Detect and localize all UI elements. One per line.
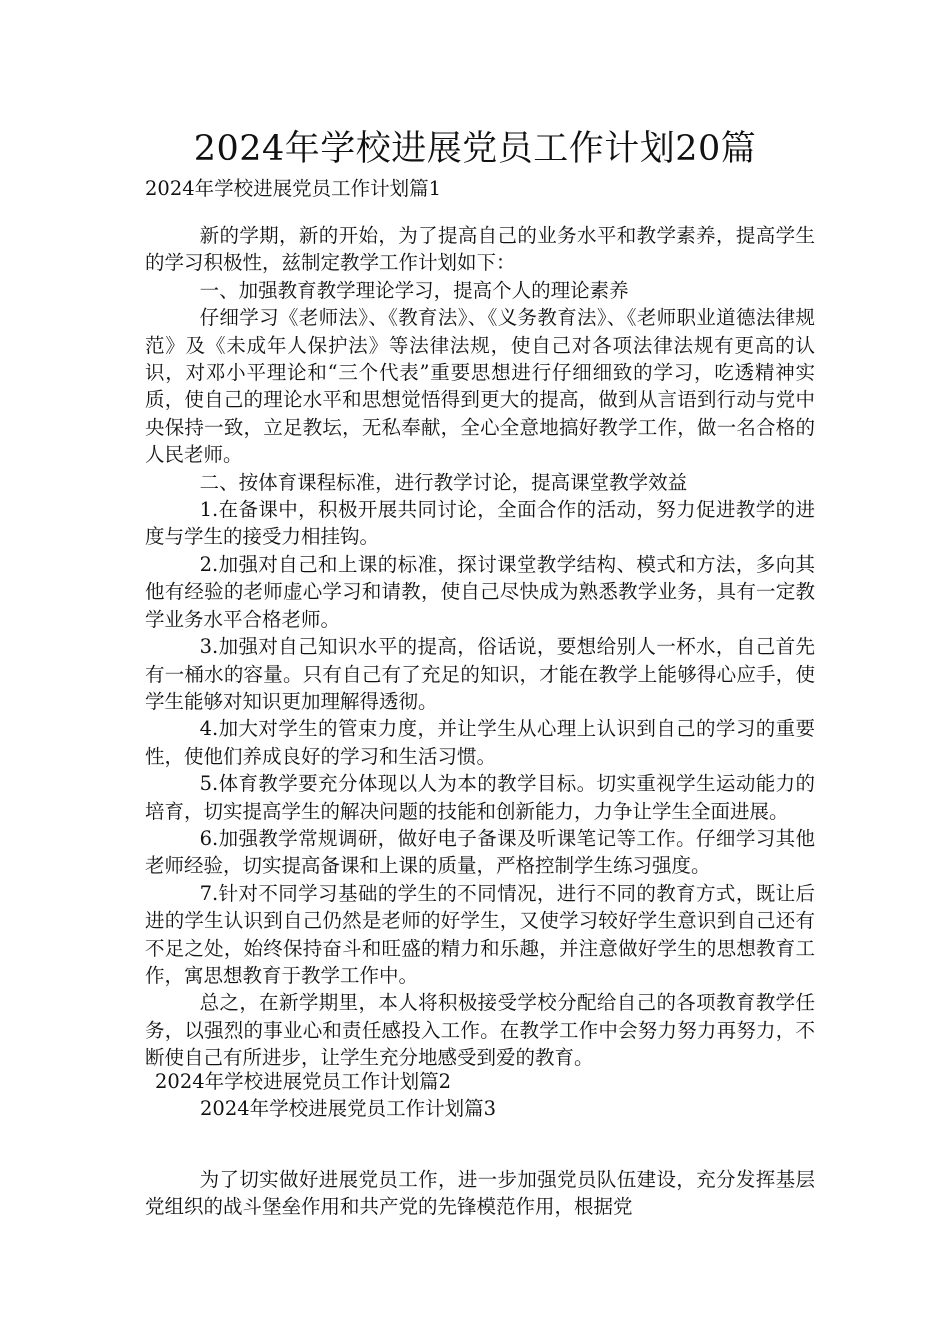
paragraph-item-5: 5.体育教学要充分体现以人为本的教学目标。切实重视学生运动能力的培育，切实提高学生的解决问题的技能和创新能力，力争让学生全面进展。 bbox=[145, 772, 815, 823]
paragraph-item-6: 6.加强教学常规调研，做好电子备课及听课笔记等工作。仔细学习其他老师经验，切实提高备课和上课的质量，严格控制学生练习强度。 bbox=[145, 826, 815, 878]
paragraph-heading-1: 一、加强教育教学理论学习，提高个人的理论素养 bbox=[199, 278, 629, 302]
paragraph-item-2: 2.加强对自己和上课的标准，探讨课堂教学结构、模式和方法，多向其他有经验的老师虚心学习和请教，使自己尽快成为熟悉教学业务，具有一定教学业务水平合格老师。 bbox=[145, 552, 815, 631]
section-3-body bbox=[145, 1166, 815, 1221]
paragraph-theory-study: 仔细学习《老师法》、《教育法》、《义务教育法》、《老师职业道德法律规范》及《未成年人保护法》等法律法规，使自己对各项法律法规有更高的认识，对邓小平理论和“三个代表”重要思想进行仔细细致的学习，吃透精神实质，使自己的理论水平和思想觉悟得到更大的提高，做到从言语到行动与党中央保持一致，立足教坛，无私奉献，全心全意地搞好教学工作，做一名合格的人民老师。 bbox=[145, 306, 815, 467]
paragraph-summary: 总之，在新学期里，本人将积极接受学校分配给自己的各项教育教学任务，以强烈的事业心和责任感投入工作。在教学工作中会努力努力再努力，不断使自己有所进步，让学生充分地感受到爱的教育。 bbox=[145, 991, 815, 1070]
section-1-heading: 2024年学校进展党员工作计划篇1 bbox=[145, 177, 442, 200]
paragraph-heading-2: 二、按体育课程标准，进行教学讨论，提高课堂教学效益 bbox=[199, 470, 688, 494]
paragraph-item-7: 7.针对不同学习基础的学生的不同情况，进行不同的教育方式，既让后进的学生认识到自己仍然是老师的好学生，又使学习较好学生意识到自己还有不足之处，始终保持奋斗和旺盛的精力和乐趣，并注意做好学生的思想教育工作，寓思想教育于教学工作中。 bbox=[145, 881, 815, 987]
paragraph-section-3-intro: 为了切实做好进展党员工作，进一步加强党员队伍建设，充分发挥基层党组织的战斗堡垒作用和共产党的先锋模范作用，根据党 bbox=[145, 1168, 815, 1219]
section-1-body bbox=[145, 222, 815, 1072]
document-title: 2024年学校进展党员工作计划20篇 bbox=[193, 129, 757, 169]
section-2-heading: 2024年学校进展党员工作计划篇2 bbox=[155, 1070, 452, 1093]
paragraph-item-1: 1.在备课中，积极开展共同讨论，全面合作的活动，努力促进教学的进度与学生的接受力相挂钩。 bbox=[145, 498, 815, 549]
paragraph-item-4: 4.加大对学生的管束力度，并让学生从心理上认识到自己的学习的重要性，使他们养成良好的学习和生活习惯。 bbox=[145, 717, 815, 768]
paragraph-intro: 新的学期，新的开始，为了提高自己的业务水平和教学素养，提高学生的学习积极性，兹制定教学工作计划如下： bbox=[145, 224, 815, 275]
paragraph-item-3: 3.加强对自己知识水平的提高，俗话说，要想给别人一杯水，自己首先有一桶水的容量。只有自己有了充足的知识，才能在教学上能够得心应手，使学生能够对知识更加理解得透彻。 bbox=[145, 635, 815, 713]
section-3-heading: 2024年学校进展党员工作计划篇3 bbox=[200, 1097, 497, 1120]
